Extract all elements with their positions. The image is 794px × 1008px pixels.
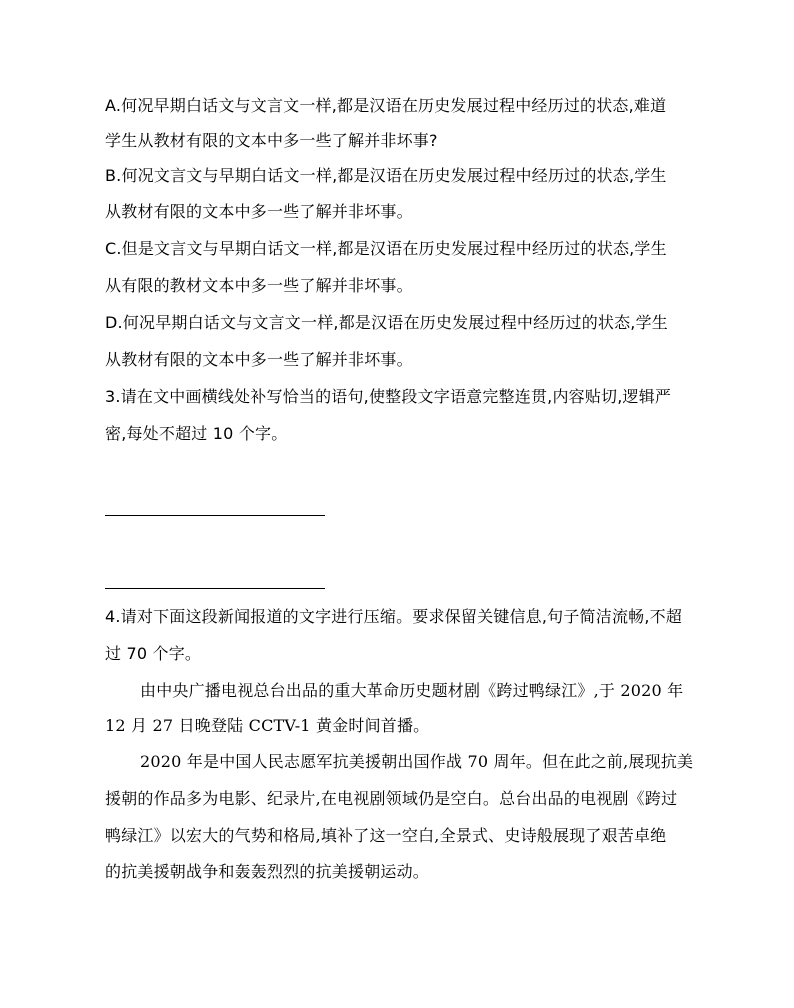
news-paragraph-2-line2: 援朝的作品多为电影、纪录片,在电视剧领域仍是空白。总台出品的电视剧《跨过	[105, 789, 678, 808]
question-3-line2: 密,每处不超过 10 个字。	[105, 424, 288, 443]
answer-blank-line-2	[105, 588, 325, 589]
option-c-line1: C.但是文言文与早期白话文一样,都是汉语在历史发展过程中经历过的状态,学生	[105, 239, 667, 258]
option-a-line2: 学生从教材有限的文本中多一些了解并非坏事?	[105, 131, 438, 150]
news-paragraph-1-line1: 由中央广播电视总台出品的重大革命历史题材剧《跨过鸭绿江》,于 2020 年	[140, 681, 684, 700]
option-a-line1: A.何况早期白话文与文言文一样,都是汉语在历史发展过程中经历过的状态,难道	[105, 96, 667, 115]
option-b-line2: 从教材有限的文本中多一些了解并非坏事。	[105, 202, 413, 221]
answer-blank-line-1	[105, 515, 325, 516]
question-4-line1: 4.请对下面这段新闻报道的文字进行压缩。要求保留关键信息,句子简洁流畅,不超	[105, 607, 683, 626]
news-paragraph-1-line2: 12 月 27 日晚登陆 CCTV-1 黄金时间首播。	[105, 716, 430, 735]
news-paragraph-2-line1: 2020 年是中国人民志愿军抗美援朝出国作战 70 周年。但在此之前,展现抗美	[140, 752, 694, 771]
option-d-line1: D.何况早期白话文与文言文一样,都是汉语在历史发展过程中经历过的状态,学生	[105, 313, 668, 332]
question-4-line2: 过 70 个字。	[105, 644, 202, 663]
question-3-line1: 3.请在文中画横线处补写恰当的语句,使整段文字语意完整连贯,内容贴切,逻辑严	[105, 387, 672, 406]
news-paragraph-2-line3: 鸭绿江》以宏大的气势和格局,填补了这一空白,全景式、史诗般展现了艰苦卓绝	[105, 826, 667, 845]
news-paragraph-2-line4: 的抗美援朝战争和轰轰烈烈的抗美援朝运动。	[105, 862, 430, 881]
option-b-line1: B.何况文言文与早期白话文一样,都是汉语在历史发展过程中经历过的状态,学生	[105, 166, 667, 185]
option-c-line2: 从有限的教材文本中多一些了解并非坏事。	[105, 276, 413, 295]
option-d-line2: 从教材有限的文本中多一些了解并非坏事。	[105, 350, 413, 369]
